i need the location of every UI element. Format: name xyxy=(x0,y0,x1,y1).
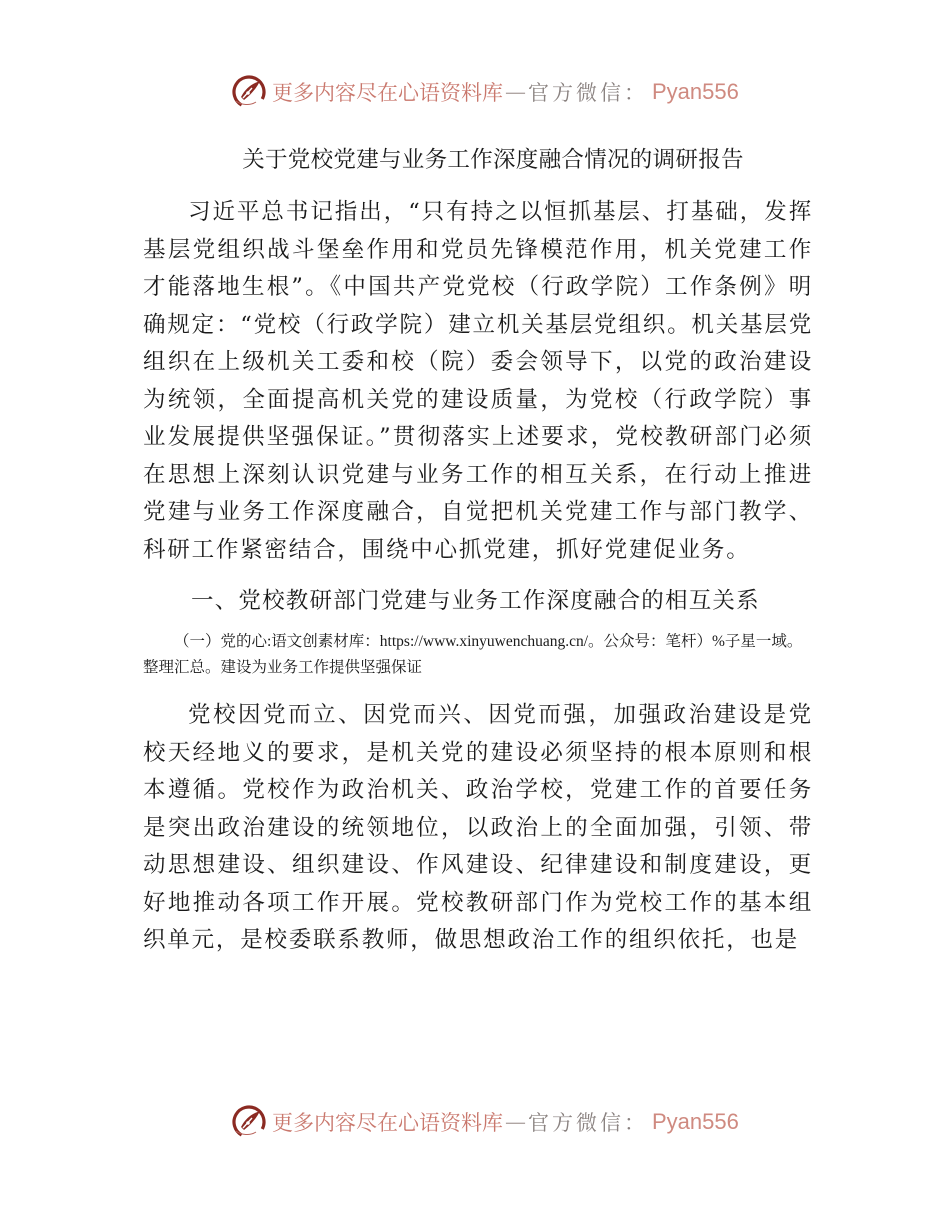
separator: — xyxy=(505,1110,526,1134)
document-page xyxy=(143,140,813,960)
pen-nib-logo-icon xyxy=(232,75,266,109)
wechat-label: 官方微信： xyxy=(528,81,648,105)
intro-paragraph: 习近平总书记指出，“只有持之以恒抓基层、打基础，发挥基层党组织战斗堡垒作用和党员先锋模范作用，机关党建工作才能落地生根”。《中国共产党党校（行政学院）工作条例》明确规定：“党校（行政学院）建立机关基层党组织。机关基层党组织在上级机关工委和校（院）委会领导下，以党的政治建设为统领，全面提高机关党的建设质量，为党校（行政学院）事业发展提供坚强保证。”贯彻落实上述要求，党校教研部门必须在思想上深刻认识党建与业务工作的相互关系，在行动上推进党建与业务工作深度融合，自觉把机关党建工作与部门教学、科研工作紧密结合，围绕中心抓党建，抓好党建促业务。 xyxy=(143,199,813,563)
separator: — xyxy=(505,80,526,104)
brand-text: 更多内容尽在心语资料库 xyxy=(272,81,503,105)
header-watermark-banner xyxy=(232,72,739,112)
wechat-label: 官方微信： xyxy=(528,1111,648,1135)
section-heading: 一、党校教研部门党建与业务工作深度融合的相互关系 xyxy=(191,588,760,614)
sub-heading: （一）党的心:语文创素材库：https://www.xinyuwenchuang.cn/。公众号：笔杆）%子星一域。整理汇总。建设为业务工作提供坚强保证 xyxy=(143,633,803,676)
wechat-id: Pyan556 xyxy=(652,79,739,104)
wechat-id: Pyan556 xyxy=(652,1109,739,1134)
brand-text: 更多内容尽在心语资料库 xyxy=(272,1111,503,1135)
pen-nib-logo-icon xyxy=(232,1105,266,1139)
footer-watermark-banner xyxy=(232,1102,739,1142)
body-paragraph: 党校因党而立、因党而兴、因党而强，加强政治建设是党校天经地义的要求，是机关党的建设必须坚持的根本原则和根本遵循。党校作为政治机关、政治学校，党建工作的首要任务是突出政治建设的统领地位，以政治上的全面加强，引领、带动思想建设、组织建设、作风建设、纪律建设和制度建设，更好地推动各项工作开展。党校教研部门作为党校工作的基本组织单元，是校委联系教师，做思想政治工作的组织依托，也是 xyxy=(143,702,813,953)
document-title: 关于党校党建与业务工作深度融合情况的调研报告 xyxy=(242,147,744,173)
